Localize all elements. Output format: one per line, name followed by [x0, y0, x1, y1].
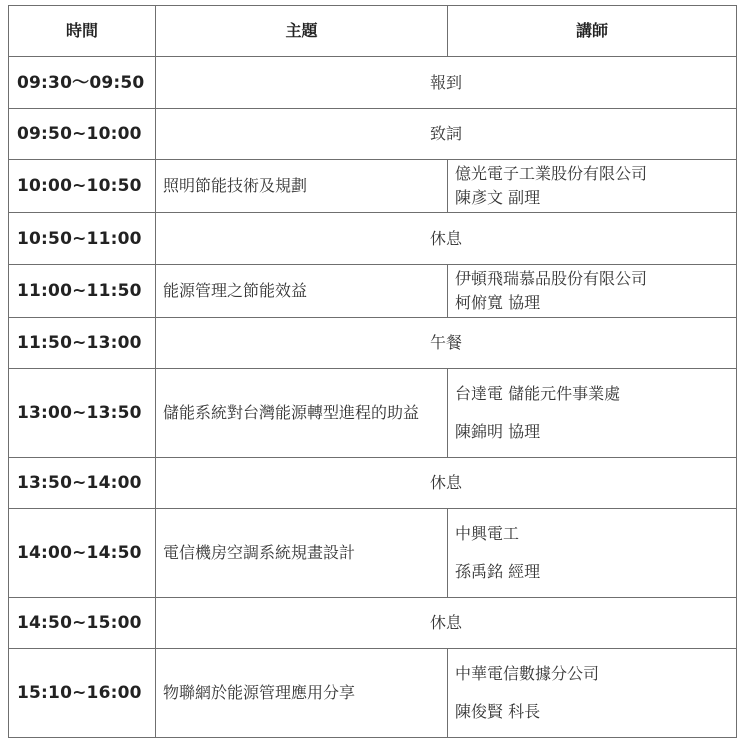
table-row: [9, 369, 737, 458]
table-row: [9, 458, 737, 509]
table-row: [9, 109, 737, 160]
table-row: [9, 213, 737, 265]
event-cell: 休息: [156, 213, 737, 265]
time-cell: 09:50~10:00: [9, 109, 156, 160]
speaker-org: 中華電信數據分公司: [455, 664, 600, 683]
time-cell: 11:50~13:00: [9, 318, 156, 369]
speaker-name: 柯俯寬 協理: [455, 293, 541, 312]
speaker-cell: [448, 160, 737, 213]
time-cell: 11:00~11:50: [9, 265, 156, 318]
speaker-name: 陳俊賢 科長: [455, 702, 541, 721]
header-row: [9, 6, 737, 57]
topic-cell: 照明節能技術及規劃: [156, 160, 448, 213]
speaker-cell: [448, 509, 737, 598]
event-cell: 致詞: [156, 109, 737, 160]
event-cell: 報到: [156, 57, 737, 109]
event-cell: 休息: [156, 458, 737, 509]
time-cell: 14:00~14:50: [9, 509, 156, 598]
speaker-cell: [448, 649, 737, 738]
speaker-org: 台達電 儲能元件事業處: [455, 384, 621, 403]
header-topic: 主題: [156, 6, 448, 57]
time-cell: 10:50~11:00: [9, 213, 156, 265]
event-cell: 午餐: [156, 318, 737, 369]
topic-cell: 物聯網於能源管理應用分享: [156, 649, 448, 738]
topic-cell: 儲能系統對台灣能源轉型進程的助益: [156, 369, 448, 458]
speaker-org: 中興電工: [455, 524, 520, 543]
topic-cell: 能源管理之節能效益: [156, 265, 448, 318]
time-cell: 14:50~15:00: [9, 598, 156, 649]
table-row: [9, 57, 737, 109]
speaker-cell: [448, 265, 737, 318]
table-row: [9, 160, 737, 213]
table-row: [9, 649, 737, 738]
speaker-org: 億光電子工業股份有限公司: [455, 164, 648, 183]
header-speaker: 講師: [448, 6, 737, 57]
time-cell: 15:10~16:00: [9, 649, 156, 738]
table-row: [9, 598, 737, 649]
time-cell: 09:30～09:50: [9, 57, 156, 109]
event-cell: 休息: [156, 598, 737, 649]
table-row: [9, 265, 737, 318]
time-cell: 13:00~13:50: [9, 369, 156, 458]
agenda-table: [8, 5, 737, 738]
speaker-org: 伊頓飛瑞慕品股份有限公司: [455, 269, 648, 288]
time-cell: 13:50~14:00: [9, 458, 156, 509]
time-cell: 10:00~10:50: [9, 160, 156, 213]
speaker-cell: [448, 369, 737, 458]
table-row: [9, 318, 737, 369]
speaker-name: 陳錦明 協理: [455, 422, 541, 441]
speaker-name: 孫禹銘 經理: [455, 562, 541, 581]
topic-cell: 電信機房空調系統規畫設計: [156, 509, 448, 598]
speaker-name: 陳彥文 副理: [455, 188, 541, 207]
header-time: 時間: [9, 6, 156, 57]
table-row: [9, 509, 737, 598]
